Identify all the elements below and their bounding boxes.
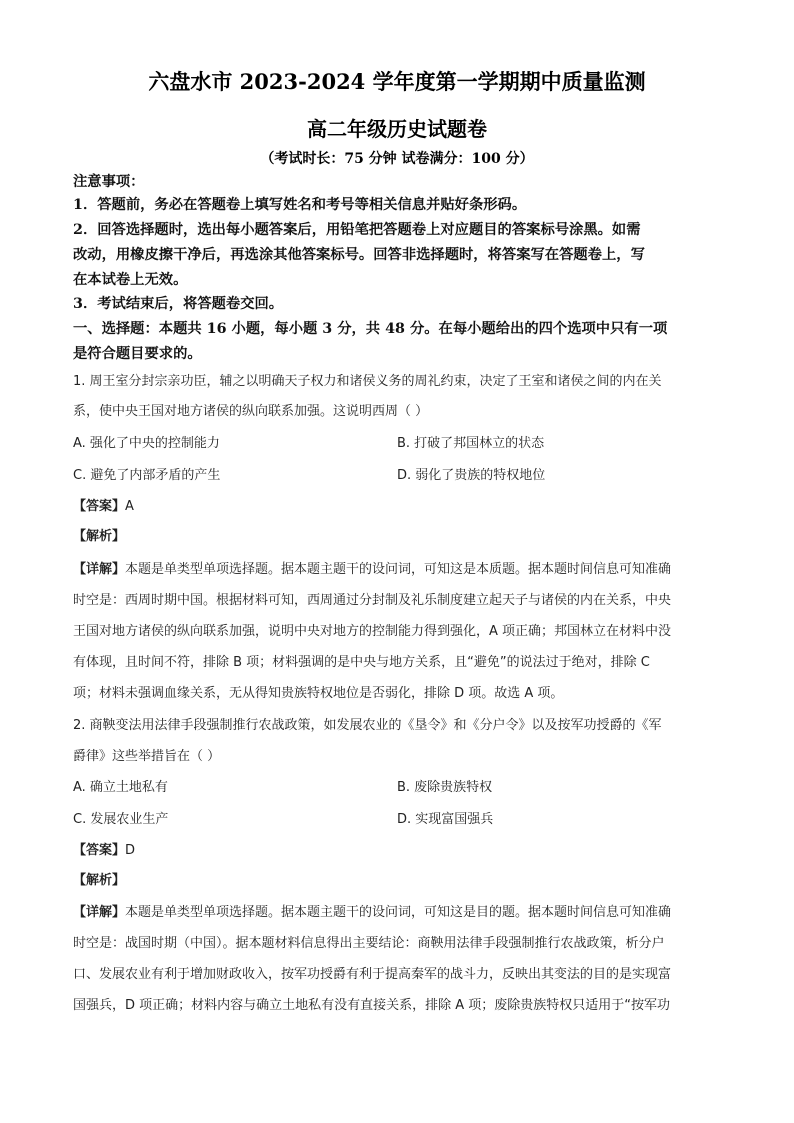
section-heading: 是符合题目要求的。 — [73, 346, 202, 362]
analysis-tag: 【解析】 — [73, 529, 126, 544]
answer-value: D — [125, 843, 136, 858]
detail-line: 国强兵，D 项正确；材料内容与确立土地私有没有直接关系，排除 A 项；废除贵族特权只适用于“按军功 — [73, 998, 671, 1013]
detail-line: 有体现，且时间不符，排除 B 项；材料强调的是中央与地方关系，且“避免”的说法过于绝对，排除 C — [73, 655, 650, 670]
notice-line: 在本试卷上无效。 — [73, 272, 188, 288]
option-d: D. 实现富国强兵 — [397, 812, 494, 827]
question-stem: 1. 周王室分封宗亲功臣，辅之以明确天子权力和诸侯义务的周礼约束，决定了王室和诸侯之间的内在关 — [73, 374, 662, 389]
detail-line: 口、发展农业有利于增加财政收入，按军功授爵有利于提高秦军的战斗力，反映出其变法的目的是实现富 — [73, 967, 672, 982]
exam-title: 六盘水市 2023-2024 学年度第一学期期中质量监测 — [148, 69, 646, 94]
exam-subtitle: 高二年级历史试题卷 — [307, 117, 487, 141]
option-c: C. 避免了内部矛盾的产生 — [73, 468, 221, 483]
detail-line: 【详解】本题是单类型单项选择题。据本题主题干的设问词，可知这是目的题。据本题时间信息可知准确 — [73, 905, 672, 920]
option-b: B. 废除贵族特权 — [397, 780, 493, 795]
question-stem: 爵律》这些举措旨在（ ） — [73, 749, 221, 764]
option-d: D. 弱化了贵族的特权地位 — [397, 468, 546, 483]
answer-row — [73, 841, 135, 861]
notice-line: 3．考试结束后，将答题卷交回。 — [73, 296, 284, 312]
detail-line: 王国对地方诸侯的纵向联系加强，说明中央对地方的控制能力得到强化，A 项正确；邦国林立在材料中没 — [73, 624, 672, 639]
notice-heading: 注意事项： — [73, 174, 145, 190]
question-stem: 2. 商鞅变法用法律手段强制推行农战政策，如发展农业的《垦令》和《分户令》以及按军功授爵的《军 — [73, 718, 662, 733]
notice-line: 1．答题前，务必在答题卷上填写姓名和考号等相关信息并贴好条形码。 — [73, 197, 527, 213]
option-b: B. 打破了邦国林立的状态 — [397, 436, 545, 451]
detail-line: 时空是：战国时期（中国）。据本题材料信息得出主要结论：商鞅用法律手段强制推行农战政策，析分户 — [73, 936, 665, 951]
option-c: C. 发展农业生产 — [73, 812, 169, 827]
exam-info: （考试时长：75 分钟 试卷满分：100 分） — [260, 151, 534, 167]
detail-tag: 【详解】 — [73, 905, 126, 920]
detail-tag: 【详解】 — [73, 562, 126, 577]
notice-line: 2．回答选择题时，选出每小题答案后，用铅笔把答题卷上对应题目的答案标号涂黑。如需 — [73, 222, 641, 238]
detail-line: 时空是：西周时期中国。根据材料可知，西周通过分封制及礼乐制度建立起天子与诸侯的内在关系，中央 — [73, 593, 672, 608]
answer-row — [73, 497, 134, 517]
answer-tag: 【答案】 — [73, 499, 126, 514]
detail-line: 项；材料未强调血缘关系，无从得知贵族特权地位是否弱化，排除 D 项。故选 A 项。 — [73, 686, 564, 701]
detail-line: 【详解】本题是单类型单项选择题。据本题主题干的设问词，可知这是本质题。据本题时间信息可知准确 — [73, 562, 672, 577]
answer-value: A — [125, 499, 134, 514]
section-heading: 一、选择题：本题共 16 小题，每小题 3 分，共 48 分。在每小题给出的四个选项中只有一项 — [73, 321, 668, 337]
option-a: A. 确立土地私有 — [73, 780, 168, 795]
question-stem: 系，使中央王国对地方诸侯的纵向联系加强。这说明西周（ ） — [73, 404, 429, 419]
notice-line: 改动，用橡皮擦干净后，再选涂其他答案标号。回答非选择题时，将答案写在答题卷上，写 — [73, 247, 645, 263]
option-a: A. 强化了中央的控制能力 — [73, 436, 220, 451]
answer-tag: 【答案】 — [73, 843, 126, 858]
analysis-tag: 【解析】 — [73, 873, 126, 888]
